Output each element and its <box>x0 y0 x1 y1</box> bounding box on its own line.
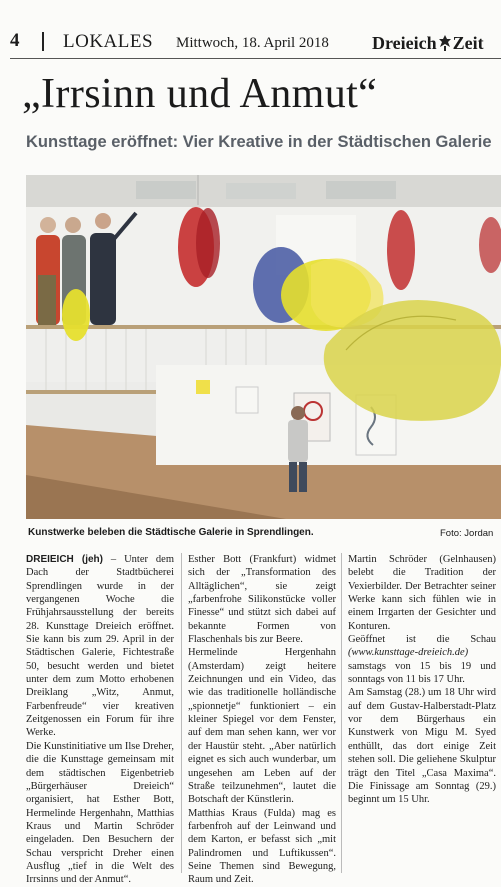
article-column-3 <box>348 553 496 807</box>
photo-credit: Foto: Jordan <box>440 528 494 539</box>
article-text: – Unter dem Dach der Stadtbücherei Sprendlingen wurde in der vergangenen Woche die Frühjahrsausstellung der bereits 28. Kunsttage Dreieich eröffnet. Sie kann bis zum 29. April in der Städtischen Galerie, Fichtestraße 50, besucht werden und bietet unter dem zum Motto erhobenen Dreiklang „Witz, Anmut, Farbenfreude“ vier kreativen Zeitgenossen ein Forum für ihre Werke. <box>26 554 174 739</box>
page-number: 4 <box>10 30 20 51</box>
article-paragraph: Die Kunstinitiative um Ilse Dreher, die die Kunsttage gemeinsam mit dem städtischen Eigenbetrieb „Bürgerhäuser Dreieich“ organisiert, hat Esther Bott, Hermelinde Hergenhahn, Matthias Kraus und Martin Schröder eingeladen. Den Besuchern der Schau verspricht Dreher einen Ausflug „tief in die Welt des Irrsinns und der Anmut“. <box>26 740 174 886</box>
article-paragraph: Matthias Kraus (Fulda) mag es farbenfroh auf der Leinwand und dem Karton, er befasst sich „mit Palindromen und Luftikussen“. Seine Themen sind Bewegung, Raum und Zeit. <box>188 807 336 886</box>
photo-caption: Kunstwerke beleben die Städtische Galerie in Sprendlingen. <box>28 527 314 538</box>
article-text: samstags von 15 bis 19 und sonntags von 11 bis 17 Uhr. <box>348 660 496 686</box>
crest-icon <box>438 34 452 51</box>
article-text: Geöffnet ist die Schau <box>348 634 496 646</box>
article-paragraph: Am Samstag (28.) um 18 Uhr wird auf dem Gustav-Halberstadt-Platz vor dem Bürgerhaus ein Kunstwerk von Migu M. Syed enthüllt, das dort einige Zeit stehen soll. Die geliehene Skulptur trägt den Titel „Casa Maxima“. Die Finissage am Sonntag (29.) beginnt um 15 Uhr. <box>348 687 496 806</box>
article-column-1 <box>26 553 174 887</box>
column-divider <box>181 553 182 873</box>
newspaper-name <box>372 33 484 54</box>
article-subheadline: Kunsttage eröffnet: Vier Kreative in der Städtischen Galerie <box>26 133 492 151</box>
header-divider <box>42 32 44 51</box>
page-header <box>0 0 501 62</box>
gallery-photo <box>26 175 501 519</box>
article-paragraph: Hermelinde Hergenhahn (Amsterdam) zeigt heitere Zeichnungen und ein Video, das wie das traditionelle holländische „spionnetje“ funktioniert – ein kleiner Spiegel vor dem Fenster, auf dem man sehen kann, wer vor der Haustür steht. „Aber natürlich eignet es sich auch wunderbar, um ungesehen am Leben auf der Straße teilzunehmen“, lautet die Botschaft der Künstlerin. <box>188 647 336 806</box>
header-rule <box>10 58 501 59</box>
article-paragraph: Martin Schröder (Gelnhausen) belebt die Tradition der Vexierbilder. Der Betrachter seiner Werke kann sich fühlen wie in einem Irrgarten der Gesichter und Konturen. <box>348 554 496 632</box>
dateline: DREIEICH (jeh) <box>26 554 103 565</box>
newspaper-name-part2: Zeit <box>452 33 484 53</box>
article-column-2 <box>188 553 336 887</box>
article-paragraph <box>348 633 496 686</box>
newspaper-name-part1: Dreieich <box>372 33 437 53</box>
section-title: LOKALES <box>63 31 154 52</box>
website-link[interactable]: (www.kunsttage-dreieich.de) <box>348 647 469 659</box>
issue-date: Mittwoch, 18. April 2018 <box>176 35 329 51</box>
article-headline: „Irrsinn und Anmut“ <box>22 71 378 117</box>
column-divider <box>341 553 342 873</box>
article-paragraph: Esther Bott (Frankfurt) widmet sich der „Transformation des Alltäglichen“, sie zeigt „farbenfrohe Silikonstücke voller Finesse“ und stützt sich dabei auf bekannte Formen von Flaschenhals bis zur Beere. <box>188 554 336 646</box>
article-paragraph <box>26 553 174 740</box>
